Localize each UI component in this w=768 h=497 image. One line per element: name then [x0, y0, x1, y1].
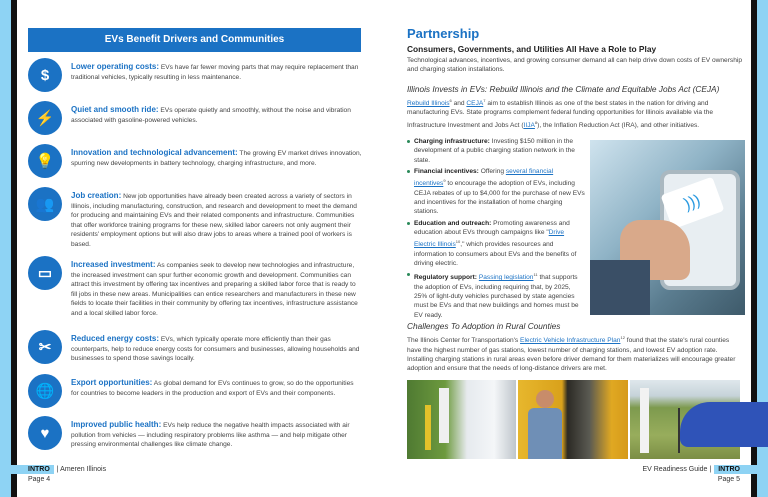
right-page: [407, 26, 745, 130]
benefit-text: [71, 187, 363, 250]
benefit-description: EVs have far fewer moving parts that may require replacement than traditional vehicles, typically resulting in less maintenance.: [71, 64, 359, 81]
text: ), the Inflation Reduction Act (IRA), and other initiatives.: [537, 122, 700, 129]
page-subtitle: Consumers, Governments, and Utilities All Have a Role to Play: [407, 44, 657, 54]
benefit-item: [28, 374, 363, 408]
section-text: [407, 333, 745, 374]
student-school-bus-photo: [518, 380, 628, 459]
benefit-item: [28, 330, 363, 364]
footnote: 11: [533, 272, 538, 278]
bullet-list: [407, 137, 585, 322]
benefit-title: Reduced energy costs:: [71, 334, 160, 343]
link-iija[interactable]: IIJA: [523, 122, 535, 129]
benefit-item: [28, 144, 363, 178]
right-footer: [642, 465, 768, 483]
section-heading: Challenges To Adoption in Rural Counties: [407, 321, 561, 331]
benefit-text: [71, 330, 363, 364]
benefit-title: Quiet and smooth ride:: [71, 105, 159, 114]
text: Investing $150 million in the development of a public charging station network in the state.: [414, 138, 575, 164]
benefit-title: Export opportunities:: [71, 378, 153, 387]
text: to encourage the adoption of EVs, including CEJA rebates of up to $4,000 for the purchase of new EVs and incentives for the installation of home charging stations.: [414, 180, 585, 216]
benefit-title: Lower operating costs:: [71, 62, 160, 71]
bullet-title: Charging infrastructure:: [414, 138, 490, 145]
text: aim to establish Illinois as one of the best states in the nation for driving and manufacturing EVs. State programs complement federal funding opportunities for Illinois available via the Infrastructure Investment and Jobs Act (: [407, 100, 714, 129]
benefit-item: [28, 187, 363, 250]
benefit-description: The growing EV market drives innovation, spurring new developments in battery technology, charging infrastructure, and more.: [71, 150, 362, 167]
benefit-description: New job opportunities have already been created across a variety of sectors in Illinois, including manufacturing, construction, and research and development to meet the demand for producing and maintaining EVs and their related components and infrastructure. Communities that offer workforce training programs for these new, skilled labor careers not only augment their residents' employment options but will also draw jobs to areas where a trained pool of workers is based.: [71, 193, 357, 248]
link-ev-infrastructure-plan[interactable]: Electric Vehicle Infrastructure Plan: [520, 337, 621, 345]
bullet-item: [407, 219, 585, 269]
benefit-title: Job creation:: [71, 191, 122, 200]
page-title: Partnership: [407, 26, 480, 41]
benefit-item: [28, 101, 363, 135]
footnote: 9: [443, 178, 446, 184]
footer-guide: EV Readiness Guide |: [642, 466, 712, 473]
footnote: 8: [534, 119, 538, 125]
benefit-description: EVs, which typically operate more efficiently than their gas counterparts, help to reduce energy costs for consumers and businesses, allowing households and businesses to spend those savings locally.: [71, 336, 360, 363]
scissors-money-icon: ✂: [28, 330, 62, 364]
left-edge-blue: [0, 0, 11, 497]
hand-heart-person-icon: ♥: [28, 416, 62, 450]
bullet-item: [407, 137, 585, 165]
benefit-item: [28, 256, 363, 319]
people-group-icon: 👥: [28, 187, 62, 221]
footnote: 7: [483, 97, 486, 103]
benefit-text: [71, 101, 363, 125]
section-text: [407, 96, 745, 131]
lightbulb-bolt-icon: 💡: [28, 144, 62, 178]
footnote: 6: [449, 97, 452, 103]
text: that supports the adoption of EVs, including requiring that, by 2025, 25% of light-duty vehicles purchased by state agencies must be EVs and that new buildings and homes must be EV ready.: [414, 274, 579, 319]
bullet-link[interactable]: Passing legislation: [478, 274, 534, 282]
globe-arrow-icon: 🌐: [28, 374, 62, 408]
bullet-title: Education and outreach:: [414, 219, 492, 227]
footer-org: | Ameren Illinois: [56, 466, 107, 473]
footnote: 12: [620, 335, 625, 340]
benefit-title: Increased investment:: [71, 260, 156, 269]
benefit-title: Innovation and technological advancement:: [71, 148, 238, 157]
charger-blue-car-photo: [630, 380, 740, 459]
benefit-title: Improved public health:: [71, 420, 162, 429]
section-heading: Illinois Invests in EVs: Rebuild Illinois and the Climate and Equitable Jobs Act (CEJA): [407, 83, 720, 94]
bullet-item: [407, 167, 585, 217]
left-edge-black: [11, 0, 17, 497]
bullet-item: [407, 270, 585, 320]
money-bill-icon: ▭: [28, 256, 62, 290]
bullet-link[interactable]: several financial incentives: [414, 167, 554, 188]
charger-white-car-photo: [407, 380, 516, 459]
benefit-text: [71, 374, 363, 398]
text: Offering: [478, 167, 506, 175]
footer-tag: INTRO: [714, 465, 768, 474]
benefit-text: [71, 256, 363, 319]
text: Promoting awareness and education about EVs through campaigns like ": [414, 219, 570, 236]
bullet-title: Regulatory support:: [414, 274, 478, 282]
rural-section: [407, 321, 745, 374]
benefit-description: As companies seek to develop new technologies and infrastructure, the increased investment can spur further economic growth and development. Communities can attract this investment by offering tax incentives and preparing a skilled labor force that is ready to fill jobs in these new areas. Municipalities can entice researchers and manufacturers in these new fields to locate their facilities in their community by offering tax incentives, infrastructure assistance and a local skilled labor force.: [71, 262, 358, 317]
benefit-text: [71, 144, 363, 168]
benefit-text: [71, 416, 363, 450]
benefit-description: As global demand for EVs continues to grow, so do the opportunities for countries to become leaders in the production and export of EVs and their components.: [71, 380, 354, 397]
bullet-link[interactable]: Drive Electric Illinois: [414, 228, 565, 249]
hand-dollar-icon: $: [28, 58, 62, 92]
benefit-item: [28, 416, 363, 450]
benefit-description: EVs help reduce the negative health impacts associated with air pollution from vehicles — including respiratory problems like asthma — and help mitigate other pressing environmental challenges like climate change.: [71, 422, 350, 449]
benefit-text: [71, 58, 363, 82]
text: The Illinois Center for Transportation's: [407, 337, 521, 345]
footnote: 10: [455, 239, 461, 245]
charging-card-photo: ))): [590, 140, 745, 315]
benefit-item: [28, 58, 363, 92]
text: ," which provides resources and information to consumers about EVs and the benefits of driving electric.: [414, 241, 577, 267]
footer-page: Page 5: [717, 476, 740, 483]
link-ceja[interactable]: CEJA: [466, 100, 484, 107]
bullet-title: Financial incentives:: [414, 167, 479, 175]
benefits-banner: EVs Benefit Drivers and Communities: [28, 28, 361, 52]
footer-tag: INTRO: [0, 465, 54, 474]
link-rebuild-illinois[interactable]: Rebuild Illinois: [407, 100, 450, 107]
text: and: [451, 100, 467, 107]
ev-car-plug-icon: ⚡: [28, 101, 62, 135]
footer-page: Page 4: [28, 476, 51, 483]
benefit-description: EVs operate quietly and smoothly, without the noise and vibration associated with gasoline-powered vehicles.: [71, 107, 351, 124]
intro-text: Technological advances, incentives, and growing consumer demand all can help drive down costs of EV ownership and charging station installations.: [407, 57, 743, 74]
text: found that the state's rural counties have the highest number of gas stations, lowest number of charging stations, and lowest EV adoption rate. Installing charging stations in rural areas even before driver demand for them materializes will encourage greater adoption and ensure that the needs of long-distance drivers are met.: [407, 337, 736, 373]
left-footer: [0, 465, 106, 483]
